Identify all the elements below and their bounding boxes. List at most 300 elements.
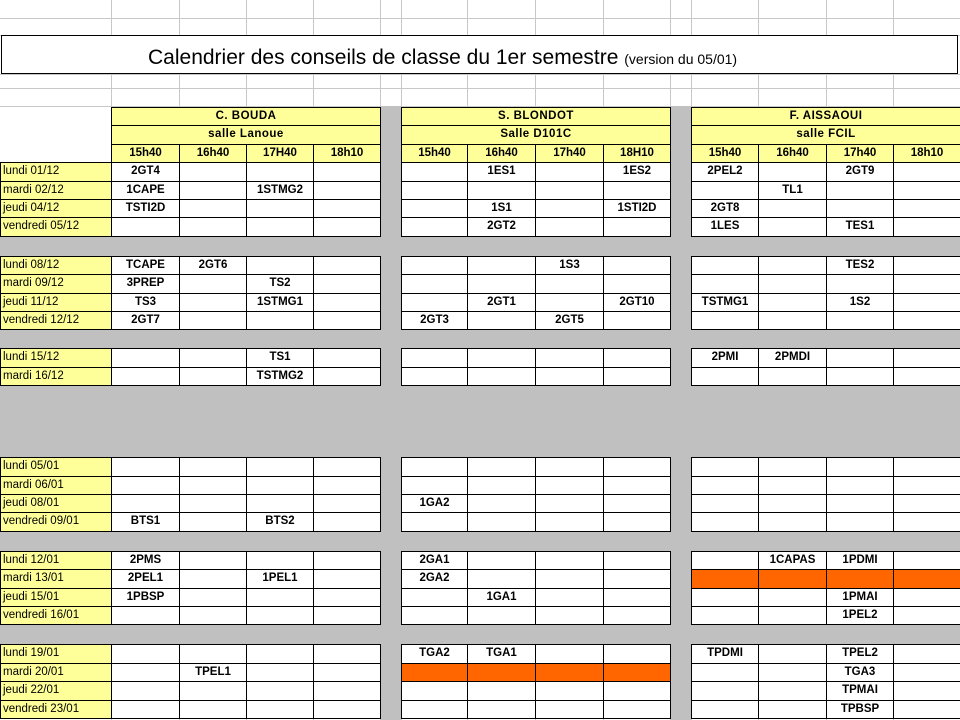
class-cell bbox=[401, 181, 468, 200]
class-cell bbox=[893, 274, 960, 293]
class-cell bbox=[401, 256, 468, 275]
class-cell bbox=[246, 606, 314, 625]
class-cell bbox=[826, 569, 894, 588]
class-cell bbox=[313, 606, 381, 625]
class-cell bbox=[246, 588, 314, 607]
time-slot-header: 15h40 bbox=[111, 144, 180, 163]
teacher-name: F. AISSAOUI bbox=[691, 107, 960, 126]
class-cell: 2PEL1 bbox=[111, 569, 180, 588]
class-cell bbox=[535, 199, 604, 218]
time-slot-header: 17h40 bbox=[826, 144, 894, 163]
class-cell bbox=[401, 457, 468, 476]
class-cell bbox=[826, 274, 894, 293]
title-version: (version du 05/01) bbox=[624, 51, 738, 67]
class-cell bbox=[535, 293, 604, 312]
class-cell bbox=[603, 644, 671, 663]
class-cell bbox=[246, 681, 314, 700]
class-cell bbox=[535, 663, 604, 682]
class-cell bbox=[691, 663, 759, 682]
class-cell bbox=[603, 217, 671, 236]
class-cell bbox=[758, 476, 827, 495]
class-cell: TES2 bbox=[826, 256, 894, 275]
class-cell bbox=[758, 256, 827, 275]
class-cell bbox=[758, 569, 827, 588]
class-cell: 1PMAI bbox=[826, 588, 894, 607]
class-cell bbox=[179, 199, 247, 218]
class-cell bbox=[179, 217, 247, 236]
class-cell bbox=[691, 256, 759, 275]
class-cell: 2GT5 bbox=[535, 311, 604, 330]
class-cell: TSTMG1 bbox=[691, 293, 759, 312]
class-cell bbox=[401, 700, 468, 719]
time-slot-header: 18h10 bbox=[313, 144, 381, 163]
class-cell bbox=[893, 217, 960, 236]
class-cell: TGA2 bbox=[401, 644, 468, 663]
class-cell: 2GT8 bbox=[691, 199, 759, 218]
day-label: mardi 20/01 bbox=[0, 663, 112, 682]
class-cell: 2GT3 bbox=[401, 311, 468, 330]
class-cell bbox=[313, 512, 381, 531]
class-cell bbox=[401, 606, 468, 625]
class-cell bbox=[467, 311, 536, 330]
class-cell bbox=[313, 199, 381, 218]
class-cell bbox=[535, 606, 604, 625]
class-cell bbox=[603, 181, 671, 200]
gridline-h bbox=[0, 18, 960, 19]
class-cell bbox=[893, 476, 960, 495]
class-cell bbox=[246, 311, 314, 330]
class-cell bbox=[826, 457, 894, 476]
class-cell bbox=[467, 551, 536, 570]
class-cell: 1STMG2 bbox=[246, 181, 314, 200]
class-cell bbox=[467, 494, 536, 513]
class-cell bbox=[893, 293, 960, 312]
class-cell bbox=[313, 494, 381, 513]
class-cell bbox=[313, 367, 381, 386]
class-cell bbox=[313, 293, 381, 312]
class-cell: 2GT9 bbox=[826, 162, 894, 181]
class-cell bbox=[179, 367, 247, 386]
class-cell bbox=[826, 181, 894, 200]
class-cell bbox=[758, 199, 827, 218]
class-cell bbox=[758, 457, 827, 476]
class-cell bbox=[893, 569, 960, 588]
class-cell bbox=[179, 181, 247, 200]
class-cell bbox=[893, 181, 960, 200]
class-cell: TSTI2D bbox=[111, 199, 180, 218]
day-label: vendredi 05/12 bbox=[0, 217, 112, 236]
class-cell bbox=[401, 476, 468, 495]
class-cell: TSTMG2 bbox=[246, 367, 314, 386]
class-cell bbox=[758, 162, 827, 181]
class-cell bbox=[603, 256, 671, 275]
class-cell: 1CAPAS bbox=[758, 551, 827, 570]
class-cell bbox=[758, 494, 827, 513]
day-label: lundi 05/01 bbox=[0, 457, 112, 476]
class-cell: TPEL2 bbox=[826, 644, 894, 663]
class-cell bbox=[758, 217, 827, 236]
class-cell bbox=[535, 217, 604, 236]
day-label: jeudi 11/12 bbox=[0, 293, 112, 312]
class-cell bbox=[603, 606, 671, 625]
day-label: vendredi 23/01 bbox=[0, 700, 112, 719]
class-cell: TCAPE bbox=[111, 256, 180, 275]
class-cell: 1ES1 bbox=[467, 162, 536, 181]
class-cell bbox=[691, 512, 759, 531]
class-cell: TPMAI bbox=[826, 681, 894, 700]
class-cell bbox=[179, 512, 247, 531]
class-cell: 1PBSP bbox=[111, 588, 180, 607]
class-cell bbox=[467, 700, 536, 719]
class-cell bbox=[111, 367, 180, 386]
class-cell: 1S1 bbox=[467, 199, 536, 218]
class-cell: 2GT7 bbox=[111, 311, 180, 330]
class-cell bbox=[467, 512, 536, 531]
class-cell bbox=[893, 663, 960, 682]
class-cell bbox=[691, 606, 759, 625]
class-cell bbox=[246, 494, 314, 513]
class-cell bbox=[603, 681, 671, 700]
day-label: lundi 19/01 bbox=[0, 644, 112, 663]
class-cell bbox=[535, 644, 604, 663]
class-cell: 1PEL1 bbox=[246, 569, 314, 588]
class-cell bbox=[535, 274, 604, 293]
time-slot-header: 15h40 bbox=[691, 144, 759, 163]
class-cell bbox=[758, 311, 827, 330]
class-cell bbox=[246, 162, 314, 181]
class-cell: 2GT2 bbox=[467, 217, 536, 236]
class-cell bbox=[401, 367, 468, 386]
separator-band bbox=[0, 330, 960, 348]
time-slot-header: 18H10 bbox=[603, 144, 671, 163]
class-cell bbox=[401, 217, 468, 236]
class-cell bbox=[826, 311, 894, 330]
time-slot-header: 16h40 bbox=[179, 144, 247, 163]
class-cell bbox=[111, 217, 180, 236]
class-cell: 2GT1 bbox=[467, 293, 536, 312]
class-cell bbox=[313, 588, 381, 607]
room-name: salle Lanoue bbox=[111, 125, 381, 144]
class-cell bbox=[691, 569, 759, 588]
class-cell: BTS1 bbox=[111, 512, 180, 531]
time-slot-header: 17H40 bbox=[246, 144, 314, 163]
class-cell bbox=[179, 494, 247, 513]
class-cell bbox=[313, 311, 381, 330]
class-cell bbox=[826, 512, 894, 531]
class-cell: 1S2 bbox=[826, 293, 894, 312]
class-cell bbox=[691, 700, 759, 719]
class-cell bbox=[603, 367, 671, 386]
class-cell: 1CAPE bbox=[111, 181, 180, 200]
class-cell bbox=[758, 293, 827, 312]
class-cell bbox=[246, 551, 314, 570]
class-cell: 1LES bbox=[691, 217, 759, 236]
class-cell bbox=[758, 663, 827, 682]
day-label: jeudi 08/01 bbox=[0, 494, 112, 513]
class-cell bbox=[893, 681, 960, 700]
class-cell bbox=[603, 512, 671, 531]
class-cell bbox=[758, 367, 827, 386]
class-cell bbox=[313, 162, 381, 181]
class-cell: 1S3 bbox=[535, 256, 604, 275]
class-cell bbox=[535, 476, 604, 495]
class-cell bbox=[535, 494, 604, 513]
class-cell bbox=[467, 457, 536, 476]
class-cell bbox=[603, 551, 671, 570]
class-cell bbox=[111, 644, 180, 663]
class-cell: 1STMG1 bbox=[246, 293, 314, 312]
class-cell bbox=[758, 274, 827, 293]
class-cell: TGA3 bbox=[826, 663, 894, 682]
teacher-name: C. BOUDA bbox=[111, 107, 381, 126]
class-cell bbox=[313, 644, 381, 663]
class-cell bbox=[691, 551, 759, 570]
class-cell: 2PEL2 bbox=[691, 162, 759, 181]
class-cell bbox=[401, 512, 468, 531]
class-cell bbox=[893, 512, 960, 531]
class-cell: TPEL1 bbox=[179, 663, 247, 682]
class-cell bbox=[313, 181, 381, 200]
class-cell: 3PREP bbox=[111, 274, 180, 293]
class-cell bbox=[313, 476, 381, 495]
room-name: Salle D101C bbox=[401, 125, 671, 144]
class-cell bbox=[313, 681, 381, 700]
class-cell: TS2 bbox=[246, 274, 314, 293]
day-label: mardi 02/12 bbox=[0, 181, 112, 200]
class-cell bbox=[111, 348, 180, 367]
class-cell bbox=[179, 274, 247, 293]
class-cell bbox=[691, 494, 759, 513]
class-cell bbox=[467, 663, 536, 682]
class-cell bbox=[111, 700, 180, 719]
day-label: jeudi 15/01 bbox=[0, 588, 112, 607]
class-cell bbox=[826, 348, 894, 367]
class-cell bbox=[111, 494, 180, 513]
class-cell: TS3 bbox=[111, 293, 180, 312]
class-cell bbox=[111, 457, 180, 476]
class-cell bbox=[893, 644, 960, 663]
class-cell bbox=[467, 348, 536, 367]
class-cell bbox=[603, 457, 671, 476]
class-cell bbox=[535, 367, 604, 386]
day-label: vendredi 12/12 bbox=[0, 311, 112, 330]
class-cell bbox=[246, 256, 314, 275]
class-cell bbox=[179, 606, 247, 625]
class-cell bbox=[758, 644, 827, 663]
class-cell bbox=[313, 551, 381, 570]
day-label: jeudi 22/01 bbox=[0, 681, 112, 700]
class-cell bbox=[893, 162, 960, 181]
class-cell bbox=[603, 569, 671, 588]
class-cell bbox=[535, 551, 604, 570]
day-label: mardi 16/12 bbox=[0, 367, 112, 386]
separator-band bbox=[0, 386, 960, 457]
class-cell bbox=[401, 274, 468, 293]
class-cell bbox=[691, 476, 759, 495]
class-cell: 1GA2 bbox=[401, 494, 468, 513]
class-cell bbox=[246, 199, 314, 218]
class-cell bbox=[826, 367, 894, 386]
class-cell bbox=[313, 217, 381, 236]
class-cell bbox=[313, 663, 381, 682]
class-cell bbox=[893, 457, 960, 476]
class-cell bbox=[826, 494, 894, 513]
class-cell bbox=[535, 512, 604, 531]
class-cell: 1STI2D bbox=[603, 199, 671, 218]
class-cell bbox=[313, 256, 381, 275]
class-cell bbox=[535, 348, 604, 367]
class-cell: TGA1 bbox=[467, 644, 536, 663]
class-cell bbox=[313, 700, 381, 719]
class-cell bbox=[467, 274, 536, 293]
day-label: mardi 06/01 bbox=[0, 476, 112, 495]
class-cell: TPDMI bbox=[691, 644, 759, 663]
class-cell bbox=[179, 569, 247, 588]
class-cell bbox=[467, 256, 536, 275]
class-cell bbox=[691, 274, 759, 293]
class-cell bbox=[691, 181, 759, 200]
class-cell bbox=[758, 681, 827, 700]
class-cell bbox=[691, 367, 759, 386]
class-cell bbox=[758, 606, 827, 625]
class-cell: TPBSP bbox=[826, 700, 894, 719]
day-label: lundi 12/01 bbox=[0, 551, 112, 570]
separator-band bbox=[0, 532, 960, 551]
class-cell bbox=[179, 588, 247, 607]
class-cell: 2PMI bbox=[691, 348, 759, 367]
class-cell bbox=[893, 348, 960, 367]
class-cell bbox=[893, 256, 960, 275]
class-cell bbox=[111, 606, 180, 625]
class-cell bbox=[603, 700, 671, 719]
class-cell bbox=[467, 181, 536, 200]
time-slot-header: 15h40 bbox=[401, 144, 468, 163]
class-cell: 2GT10 bbox=[603, 293, 671, 312]
class-cell: 1PEL2 bbox=[826, 606, 894, 625]
class-cell bbox=[603, 311, 671, 330]
room-name: salle FCIL bbox=[691, 125, 960, 144]
class-cell bbox=[893, 700, 960, 719]
class-cell bbox=[401, 588, 468, 607]
class-cell bbox=[111, 681, 180, 700]
class-cell bbox=[401, 293, 468, 312]
class-cell bbox=[401, 348, 468, 367]
class-cell bbox=[758, 588, 827, 607]
class-cell bbox=[313, 274, 381, 293]
class-cell bbox=[246, 457, 314, 476]
class-cell bbox=[826, 476, 894, 495]
class-cell bbox=[246, 663, 314, 682]
class-cell bbox=[603, 476, 671, 495]
separator-band bbox=[0, 237, 960, 256]
class-cell: TL1 bbox=[758, 181, 827, 200]
class-cell: TES1 bbox=[826, 217, 894, 236]
class-cell bbox=[179, 700, 247, 719]
class-cell: 2GA1 bbox=[401, 551, 468, 570]
class-cell bbox=[893, 199, 960, 218]
page-title bbox=[148, 46, 737, 70]
class-cell bbox=[111, 476, 180, 495]
class-cell bbox=[401, 663, 468, 682]
class-cell bbox=[246, 700, 314, 719]
class-cell bbox=[826, 199, 894, 218]
class-cell: TS1 bbox=[246, 348, 314, 367]
class-cell bbox=[603, 588, 671, 607]
time-slot-header: 16h40 bbox=[758, 144, 827, 163]
class-cell bbox=[179, 293, 247, 312]
class-cell bbox=[467, 367, 536, 386]
class-cell: 2GA2 bbox=[401, 569, 468, 588]
class-cell bbox=[893, 551, 960, 570]
class-cell: 2PMDI bbox=[758, 348, 827, 367]
class-cell: 1PDMI bbox=[826, 551, 894, 570]
class-cell bbox=[603, 274, 671, 293]
day-label: mardi 13/01 bbox=[0, 569, 112, 588]
class-cell bbox=[691, 311, 759, 330]
class-cell bbox=[111, 663, 180, 682]
class-cell: 2PMS bbox=[111, 551, 180, 570]
class-cell: 2GT6 bbox=[179, 256, 247, 275]
class-cell bbox=[893, 588, 960, 607]
class-cell bbox=[246, 476, 314, 495]
day-label: mardi 09/12 bbox=[0, 274, 112, 293]
class-cell bbox=[313, 569, 381, 588]
gridline-h bbox=[0, 88, 960, 89]
title-main: Calendrier des conseils de classe du 1er semestre bbox=[148, 46, 619, 69]
class-cell bbox=[467, 681, 536, 700]
class-cell bbox=[535, 569, 604, 588]
class-cell: 2GT4 bbox=[111, 162, 180, 181]
class-cell bbox=[893, 311, 960, 330]
class-cell bbox=[467, 476, 536, 495]
class-cell: 1ES2 bbox=[603, 162, 671, 181]
class-cell bbox=[246, 217, 314, 236]
class-cell bbox=[758, 700, 827, 719]
class-cell bbox=[313, 457, 381, 476]
time-slot-header: 16h40 bbox=[467, 144, 536, 163]
class-cell bbox=[179, 551, 247, 570]
class-cell bbox=[179, 644, 247, 663]
class-cell bbox=[893, 606, 960, 625]
class-cell bbox=[691, 588, 759, 607]
class-cell bbox=[603, 348, 671, 367]
class-cell: BTS2 bbox=[246, 512, 314, 531]
class-cell bbox=[603, 663, 671, 682]
day-label: vendredi 09/01 bbox=[0, 512, 112, 531]
gridline-h bbox=[0, 74, 960, 75]
class-cell bbox=[758, 512, 827, 531]
day-label: lundi 01/12 bbox=[0, 162, 112, 181]
class-cell bbox=[179, 681, 247, 700]
day-label: lundi 15/12 bbox=[0, 348, 112, 367]
class-cell bbox=[893, 494, 960, 513]
class-cell bbox=[179, 311, 247, 330]
day-label: vendredi 16/01 bbox=[0, 606, 112, 625]
class-cell bbox=[401, 199, 468, 218]
class-cell bbox=[691, 457, 759, 476]
class-cell bbox=[179, 457, 247, 476]
class-cell bbox=[535, 181, 604, 200]
class-cell bbox=[467, 569, 536, 588]
teacher-name: S. BLONDOT bbox=[401, 107, 671, 126]
time-slot-header: 18h10 bbox=[893, 144, 960, 163]
class-cell bbox=[401, 162, 468, 181]
class-cell bbox=[535, 681, 604, 700]
class-cell bbox=[603, 494, 671, 513]
class-cell bbox=[467, 606, 536, 625]
separator-band bbox=[0, 625, 960, 644]
class-cell bbox=[401, 681, 468, 700]
